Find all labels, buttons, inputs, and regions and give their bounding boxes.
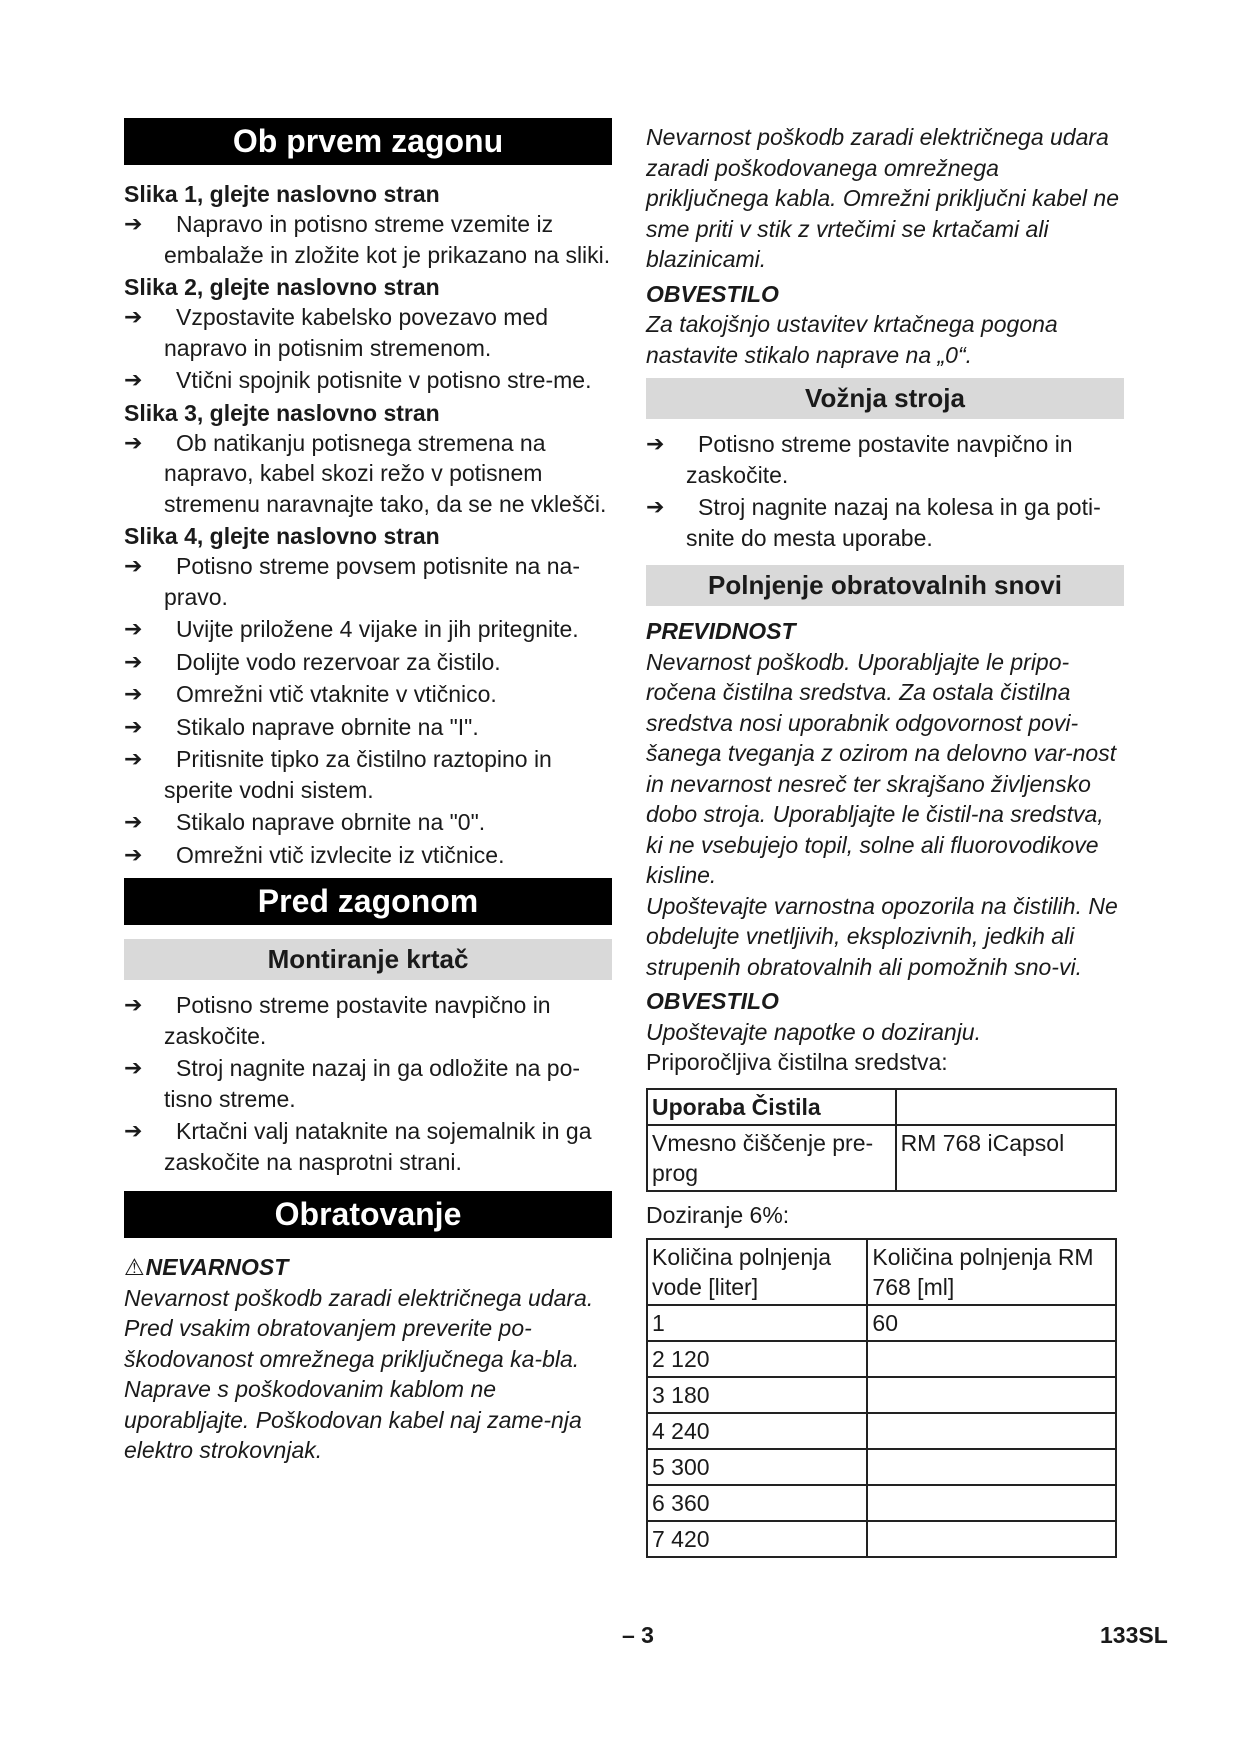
- table-row: [647, 1377, 1116, 1413]
- danger-text-1: Nevarnost poškodb zaradi električnega udara.: [124, 1284, 594, 1311]
- step-text: Potisno streme povsem potisnite na na-pravo.: [164, 553, 580, 610]
- figure-ref-4: Slika 4, glejte naslovno stran: [124, 523, 440, 549]
- step-item: [646, 429, 1124, 490]
- step-text: Stikalo naprave obrnite na "I".: [176, 713, 479, 740]
- table-header-cell: Uporaba Čistila: [647, 1089, 896, 1125]
- step-text: Potisno streme postavite navpično in zaskočite.: [686, 431, 1073, 488]
- caution-text-2: Upoštevajte varnostna opozorila na čistilih. Ne obdelujte vnetljivih, eksplozivnih, jedkih ali strupenih obratovalnih ali pomožnih sno-vi.: [646, 892, 1118, 980]
- table-cell: Vmesno čiščenje pre-prog: [647, 1125, 896, 1191]
- note-text-2: Upoštevajte napotke o doziranju.: [646, 1018, 981, 1045]
- step-text: Pritisnite tipko za čistilno raztopino in sperite vodni sistem.: [164, 746, 552, 803]
- arrow-right-icon: ➔: [124, 1055, 143, 1080]
- warning-triangle-icon: ⚠: [124, 1254, 145, 1280]
- arrow-right-icon: ➔: [124, 809, 143, 834]
- step-text: Vtični spojnik potisnite v potisno stre-me.: [176, 367, 592, 393]
- step-list-driving: [646, 429, 1124, 553]
- table-row: [647, 1125, 1116, 1191]
- step-list-3: [124, 428, 612, 520]
- figure-ref-1: Slika 1, glejte naslovno stran: [124, 181, 440, 207]
- arrow-right-icon: ➔: [124, 616, 143, 641]
- step-text: Vzpostavite kabelsko povezavo med napravo in potisnim stremenom.: [164, 304, 549, 361]
- step-text: Uvijte priložene 4 vijake in jih pritegnite.: [176, 616, 579, 642]
- table-cell: 5 300: [647, 1449, 867, 1485]
- dosing-table: [646, 1238, 1117, 1558]
- table-header-row: [647, 1089, 1116, 1125]
- heading-operation: Obratovanje: [124, 1191, 612, 1238]
- arrow-right-icon: ➔: [124, 211, 143, 236]
- note-label-2: OBVESTILO: [646, 988, 779, 1014]
- danger-label-text: NEVARNOST: [145, 1254, 289, 1280]
- step-text: Dolijte vodo rezervoar za čistilo.: [176, 648, 501, 675]
- step-text: Stikalo naprave obrnite na "0".: [176, 809, 486, 835]
- arrow-right-icon: ➔: [124, 648, 143, 674]
- recommended-agents: Priporočljiva čistilna sredstva:: [646, 1049, 948, 1075]
- step-item: [124, 744, 612, 805]
- table-cell: 60: [867, 1305, 1116, 1341]
- table-cell: 3 180: [647, 1377, 867, 1413]
- table-header-cell: [896, 1089, 1116, 1125]
- heading-before-start: Pred zagonom: [124, 878, 612, 925]
- dosing-label: Doziranje 6%:: [646, 1201, 790, 1228]
- table-header-cell: Količina polnjenja RM 768 [ml]: [867, 1239, 1116, 1305]
- danger-text-2: Pred vsakim obratovanjem preverite po-škodovanost omrežnega priključnega ka-bla. Naprave s poškodovanim kablom ne uporabljajte. Poškodovan kabel naj zame-nja elektro strokovnjak.: [124, 1315, 582, 1463]
- table-cell: [867, 1521, 1116, 1557]
- step-item: [124, 209, 612, 270]
- table-cell: 2 120: [647, 1341, 867, 1377]
- step-text: Stroj nagnite nazaj in ga odložite na po-tisno streme.: [164, 1055, 581, 1112]
- arrow-right-icon: ➔: [124, 681, 143, 706]
- step-list-brush: [124, 990, 612, 1177]
- step-item: [124, 1053, 612, 1114]
- arrow-right-icon: ➔: [124, 746, 143, 771]
- step-item: [124, 679, 612, 710]
- arrow-right-icon: ➔: [124, 304, 143, 329]
- note-text-1: Za takojšnjo ustavitev krtačnega pogona nastavite stikalo naprave na „0“.: [646, 311, 1058, 368]
- step-text: Krtačni valj nataknite na sojemalnik in ga zaskočite na nasprotni strani.: [164, 1118, 592, 1175]
- left-column: [124, 118, 612, 1466]
- table-cell: 4 240: [647, 1413, 867, 1449]
- table-cell: RM 768 iCapsol: [896, 1125, 1116, 1191]
- figure-ref-3: Slika 3, glejte naslovno stran: [124, 399, 440, 426]
- step-list-2: [124, 302, 612, 396]
- step-text: Omrežni vtič vtaknite v vtičnico.: [176, 681, 497, 707]
- caution-label: PREVIDNOST: [646, 618, 796, 644]
- warning-text: Nevarnost poškodb zaradi električnega udara zaradi poškodovanega omrežnega priključnega kabla. Omrežni priključni kabel ne sme priti v stik z vrtečimi se krtačami ali blazinicami.: [646, 124, 1120, 272]
- arrow-right-icon: ➔: [124, 553, 143, 578]
- step-item: [124, 551, 612, 612]
- step-item: [124, 365, 612, 396]
- step-list-1: [124, 209, 612, 270]
- table-header-row: [647, 1239, 1116, 1305]
- table-cell: [867, 1377, 1116, 1413]
- right-column: [646, 122, 1124, 1558]
- subheading-brush-mounting: Montiranje krtač: [124, 939, 612, 980]
- table-cell: 7 420: [647, 1521, 867, 1557]
- table-row: [647, 1485, 1116, 1521]
- step-item: [124, 840, 612, 871]
- table-row: [647, 1449, 1116, 1485]
- table-row: [647, 1341, 1116, 1377]
- table-cell: 6 360: [647, 1485, 867, 1521]
- heading-filling: Polnjenje obratovalnih snovi: [646, 565, 1124, 606]
- arrow-right-icon: ➔: [124, 1118, 143, 1143]
- arrow-right-icon: ➔: [124, 367, 143, 392]
- step-item: [124, 712, 612, 743]
- table-cell: [867, 1341, 1116, 1377]
- step-text: Napravo in potisno streme vzemite iz embalaže in zložite kot je prikazano na sliki.: [164, 211, 611, 268]
- step-item: [124, 614, 612, 645]
- step-item: [124, 990, 612, 1051]
- heading-first-start: Ob prvem zagonu: [124, 118, 612, 165]
- step-item: [124, 1116, 612, 1177]
- arrow-right-icon: ➔: [646, 431, 665, 456]
- cleaning-agent-table: [646, 1088, 1117, 1192]
- table-row: [647, 1413, 1116, 1449]
- note-label-1: OBVESTILO: [646, 280, 779, 307]
- step-text: Ob natikanju potisnega stremena na napravo, kabel skozi režo v potisnem stremenu naravnajte tako, da se ne vklešči.: [164, 429, 607, 517]
- page-code: 133SL: [1100, 1622, 1168, 1648]
- step-item: [124, 647, 612, 678]
- step-text: Potisno streme postavite navpično in zaskočite.: [164, 992, 551, 1049]
- arrow-right-icon: ➔: [124, 992, 143, 1017]
- danger-label: [124, 1252, 612, 1283]
- page-number: – 3: [622, 1622, 654, 1648]
- step-list-4: [124, 551, 612, 870]
- table-cell: 1: [647, 1305, 867, 1341]
- step-item: [646, 492, 1124, 553]
- arrow-right-icon: ➔: [646, 494, 665, 519]
- table-row: [647, 1305, 1116, 1341]
- table-cell: [867, 1449, 1116, 1485]
- step-item: [124, 302, 612, 363]
- heading-driving: Vožnja stroja: [646, 378, 1124, 419]
- arrow-right-icon: ➔: [124, 841, 143, 867]
- step-text: Omrežni vtič izvlecite iz vtičnice.: [176, 841, 505, 868]
- arrow-right-icon: ➔: [124, 713, 143, 739]
- table-cell: [867, 1485, 1116, 1521]
- table-row: [647, 1521, 1116, 1557]
- table-header-cell: Količina polnjenja vode [liter]: [647, 1239, 867, 1305]
- step-item: [124, 428, 612, 520]
- caution-text-1: Nevarnost poškodb. Uporabljajte le pripo-ročena čistilna sredstva. Za ostala čistilna sredstva nosi uporabnik odgovornost povi-šanega tveganja z ozirom na delovno var-nost in nevarnost nesreč ter skrajšano življensko dobo stroja. Uporabljajte le čistil-na sredstva, ki ne vsebujejo topil, solne ali fluorovodikove kisline.: [646, 648, 1117, 888]
- figure-ref-2: Slika 2, glejte naslovno stran: [124, 274, 440, 300]
- arrow-right-icon: ➔: [124, 429, 143, 455]
- table-cell: [867, 1413, 1116, 1449]
- step-text: Stroj nagnite nazaj na kolesa in ga poti-snite do mesta uporabe.: [686, 494, 1101, 551]
- step-item: [124, 807, 612, 838]
